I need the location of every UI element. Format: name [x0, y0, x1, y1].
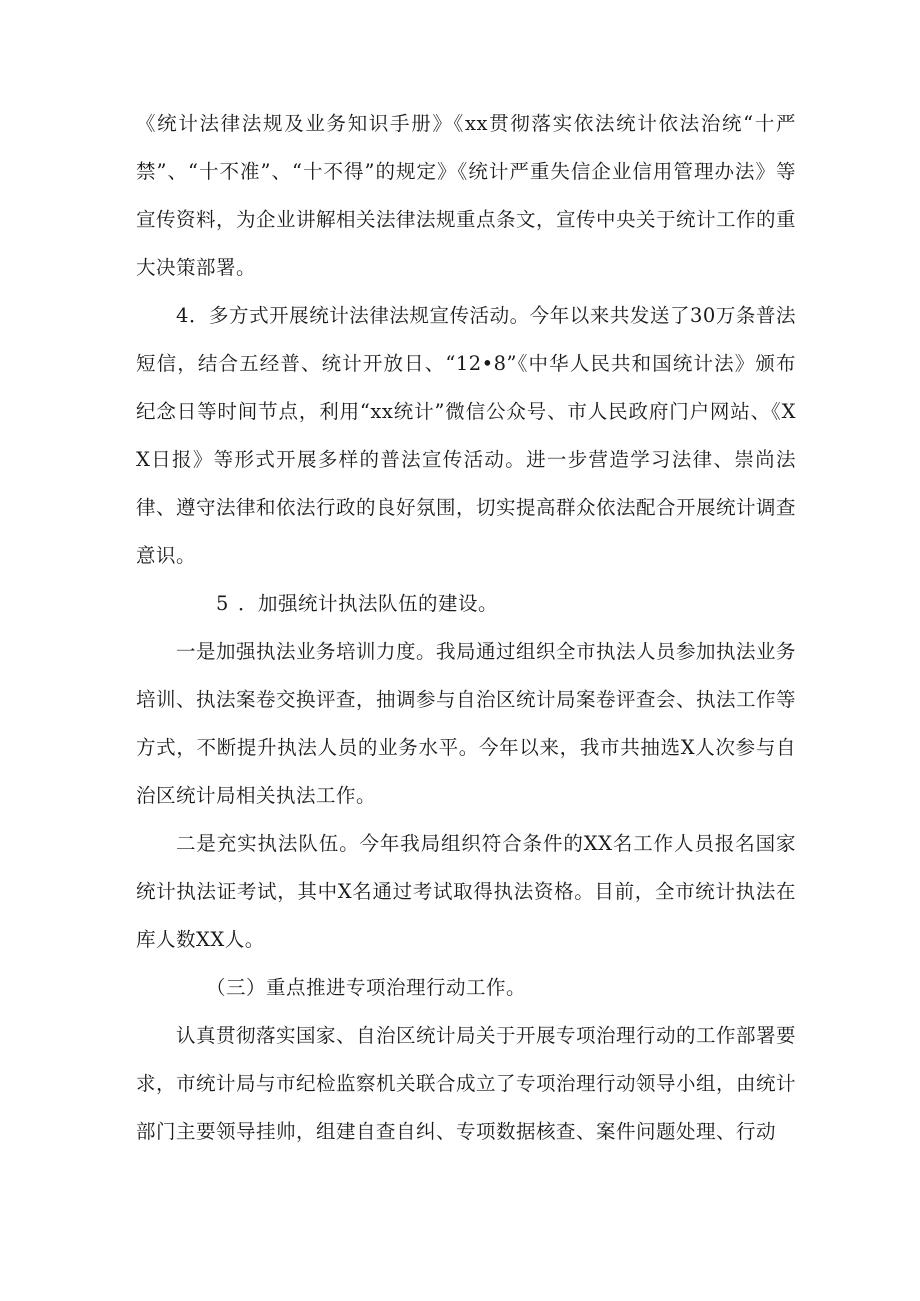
document-body	[136, 100, 796, 1156]
paragraph-publicity-materials: 《统计法律法规及业务知识手册》《xx贯彻落实依法统计依法治统“十严禁”、“十不准”、“十不得”的规定》《统计严重失信企业信用管理办法》等宣传资料，为企业讲解相关法律法规重点条文，宣传中央关于统计工作的重大决策部署。	[136, 112, 797, 279]
paragraph-item-5-heading	[136, 580, 796, 628]
paragraph-item-4-publicity-activities: 4．多方式开展统计法律法规宣传活动。今年以来共发送了30万条普法短信，结合五经普、统计开放日、“12•8”《中华人民共和国统计法》颁布纪念日等时间节点，利用“xx统计”微信公众号、市人民政府门户网站、《XX日报》等形式开展多样的普法宣传活动。进一步营造学习法律、崇尚法律、遵守法律和依法行政的良好氛围，切实提高群众依法配合开展统计调查意识。	[136, 304, 797, 567]
paragraph-training: 一是加强执法业务培训力度。我局通过组织全市执法人员参加执法业务培训、执法案卷交换评查，抽调参与自治区统计局案卷评查会、执法工作等方式，不断提升执法人员的业务水平。今年以来，我市共抽选X人次参与自治区统计局相关执法工作。	[136, 640, 797, 807]
section-heading-special-governance: （三）重点推进专项治理行动工作。	[206, 976, 527, 999]
item-number: 5	[216, 592, 229, 615]
item-5-title: ．加强统计执法队伍的建设。	[238, 592, 499, 615]
paragraph-enforcement-team: 二是充实执法队伍。今年我局组织符合条件的XX名工作人员报名国家统计执法证考试，其中X名通过考试取得执法资格。目前，全市统计执法在库人数XX人。	[136, 832, 796, 951]
paragraph-special-governance: 认真贯彻落实国家、自治区统计局关于开展专项治理行动的工作部署要求，市统计局与市纪检监察机关联合成立了专项治理行动领导小组，由统计部门主要领导挂帅，组建自查自纠、专项数据核查、案件问题处理、行动	[136, 1024, 797, 1143]
